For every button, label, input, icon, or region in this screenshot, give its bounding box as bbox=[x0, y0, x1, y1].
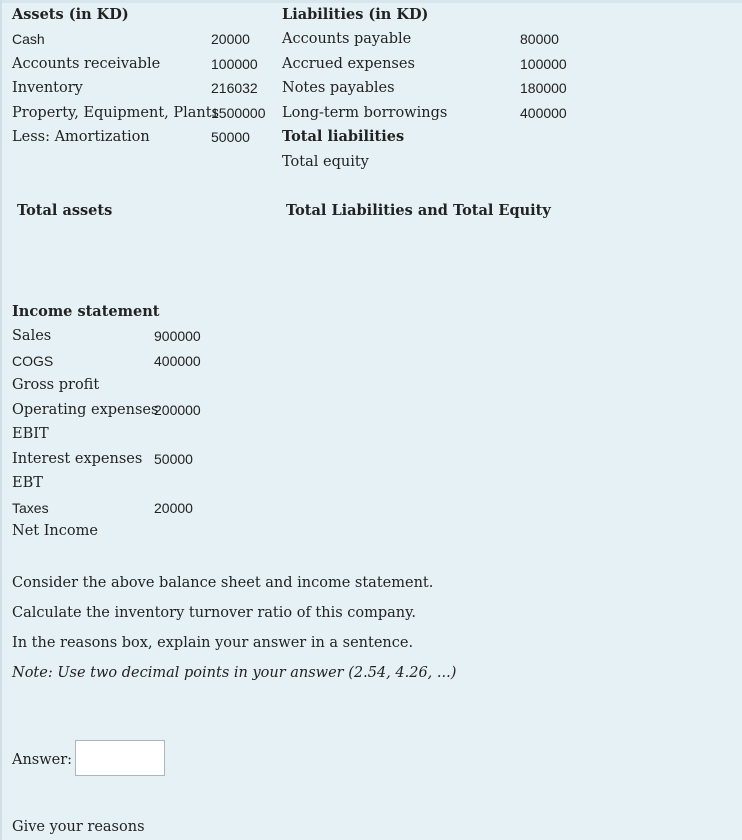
income-label: Operating expenses bbox=[12, 402, 159, 418]
liability-label: Accounts payable bbox=[282, 31, 412, 47]
income-label: EBIT bbox=[12, 426, 49, 442]
liability-value: 180000 bbox=[520, 80, 567, 96]
total-liabilities-label: Total liabilities bbox=[282, 128, 405, 145]
asset-label: Less: Amortization bbox=[12, 129, 150, 145]
income-label: Net Income bbox=[12, 523, 98, 539]
balance-sheet bbox=[0, 0, 742, 230]
total-equity-label: Total equity bbox=[282, 154, 369, 170]
assets-header: Assets (in KD) bbox=[12, 6, 129, 23]
income-value: 20000 bbox=[154, 500, 193, 516]
asset-label: Property, Equipment, Plants bbox=[12, 105, 220, 121]
asset-value: 216032 bbox=[211, 80, 258, 96]
income-value: 200000 bbox=[154, 402, 201, 418]
total-liab-equity-label: Total Liabilities and Total Equity bbox=[286, 202, 551, 219]
income-label: Interest expenses bbox=[12, 451, 143, 467]
question-line: In the reasons box, explain your answer in a sentence. bbox=[12, 635, 414, 651]
liability-label: Long-term borrowings bbox=[282, 105, 448, 121]
income-label: Taxes bbox=[12, 500, 49, 516]
asset-label: Cash bbox=[12, 31, 45, 47]
question-note: Note: Use two decimal points in your answer (2.54, 4.26, ...) bbox=[12, 665, 457, 681]
reasons-label: Give your reasons bbox=[12, 819, 145, 835]
answer-label: Answer: bbox=[12, 752, 73, 768]
question-text bbox=[12, 574, 712, 694]
liability-label: Accrued expenses bbox=[282, 56, 415, 72]
asset-label: Inventory bbox=[12, 80, 83, 96]
income-label: Sales bbox=[12, 328, 52, 344]
asset-value: 100000 bbox=[211, 56, 258, 72]
asset-value: 20000 bbox=[211, 31, 250, 47]
answer-input[interactable] bbox=[75, 740, 165, 776]
liability-value: 100000 bbox=[520, 56, 567, 72]
income-label: EBT bbox=[12, 475, 43, 491]
asset-value: 1500000 bbox=[211, 105, 266, 121]
income-statement-header: Income statement bbox=[12, 303, 160, 320]
asset-label: Accounts receivable bbox=[12, 56, 161, 72]
income-statement bbox=[0, 300, 300, 545]
total-assets-label: Total assets bbox=[17, 202, 113, 219]
question-line: Calculate the inventory turnover ratio of this company. bbox=[12, 605, 417, 621]
income-value: 900000 bbox=[154, 328, 201, 344]
liability-label: Notes payables bbox=[282, 80, 395, 96]
question-line: Consider the above balance sheet and income statement. bbox=[12, 575, 434, 591]
liability-value: 400000 bbox=[520, 105, 567, 121]
income-value: 50000 bbox=[154, 451, 193, 467]
income-value: 400000 bbox=[154, 353, 201, 369]
income-label: Gross profit bbox=[12, 377, 100, 393]
asset-value: 50000 bbox=[211, 129, 250, 145]
income-label: COGS bbox=[12, 353, 54, 369]
liabilities-header: Liabilities (in KD) bbox=[282, 6, 429, 23]
liability-value: 80000 bbox=[520, 31, 559, 47]
